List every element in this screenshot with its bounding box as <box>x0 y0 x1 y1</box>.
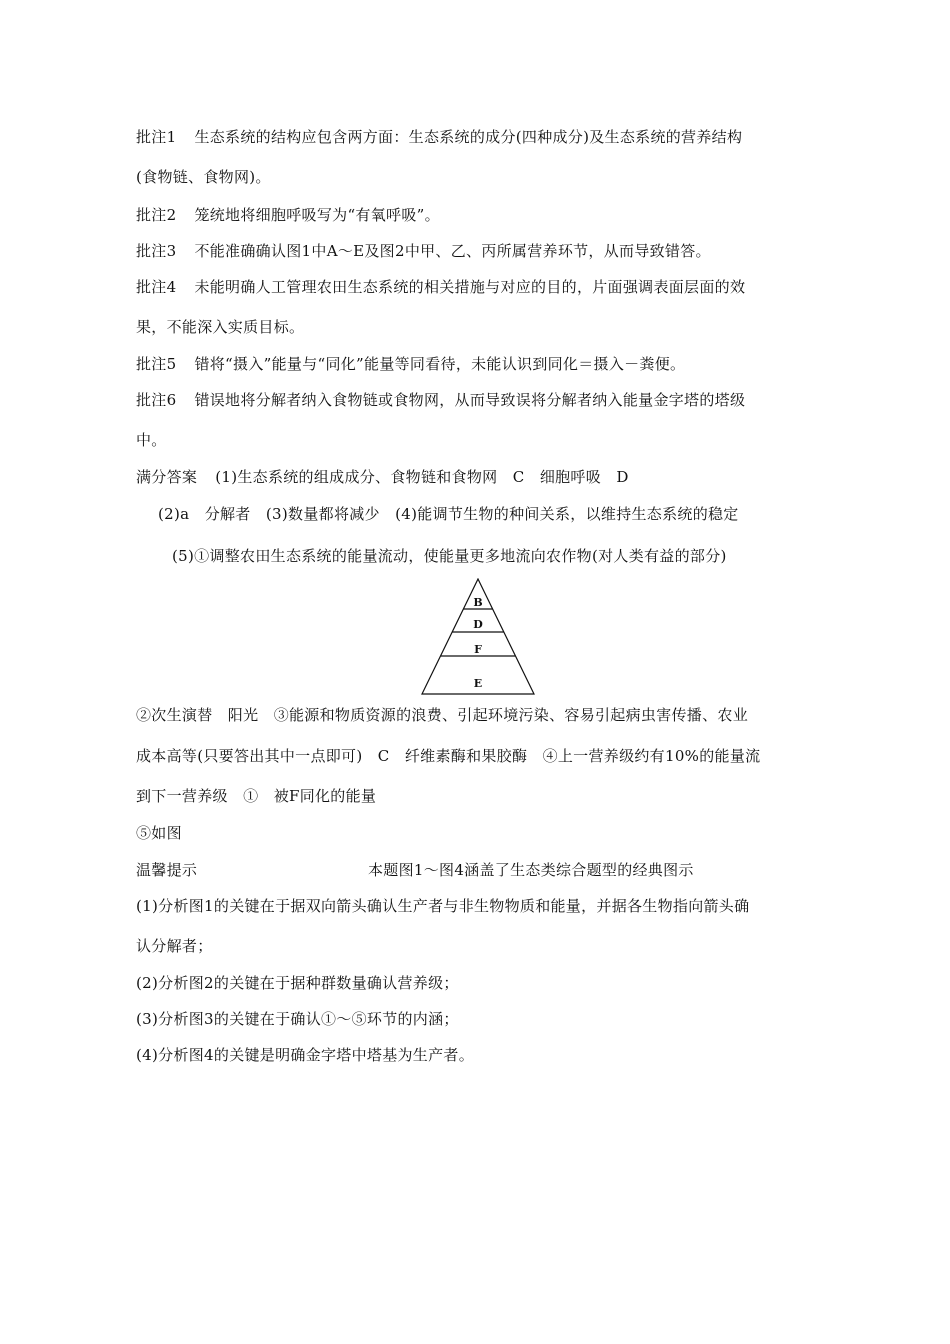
note-4-text: 未能明确人工管理农田生态系统的相关措施与对应的目的，片面强调表面层面的效 <box>194 278 746 296</box>
pyramid-level-d: D <box>473 618 483 631</box>
note-4-label: 批注4 <box>136 278 177 296</box>
note-5-label: 批注5 <box>136 355 177 373</box>
note-3-text: 不能准确确认图1中A～E及图2中甲、乙、丙所属营养环节，从而导致错答。 <box>194 242 711 260</box>
answer-line-3: (5)①调整农田生态系统的能量流动，使能量更多地流向农作物(对人类有益的部分) <box>172 547 727 565</box>
note-4-line-2: 果，不能深入实质目标。 <box>136 318 305 336</box>
tips-item-1-line-1: (1)分析图1的关键在于据双向箭头确认生产者与非生物物质和能量，并据各生物指向箭头确 <box>136 897 750 915</box>
pyramid-level-f: F <box>474 643 482 656</box>
note-2 <box>136 205 440 225</box>
tips-item-2: (2)分析图2的关键在于据种群数量确认营养级； <box>136 974 459 992</box>
energy-pyramid-diagram <box>420 578 536 696</box>
answer-line-1 <box>136 467 629 487</box>
note-6-text: 错误地将分解者纳入食物链或食物网，从而导致误将分解者纳入能量金字塔的塔级 <box>194 391 746 409</box>
tips-item-3: (3)分析图3的关键在于确认①～⑤环节的内涵； <box>136 1010 459 1028</box>
note-6-label: 批注6 <box>136 391 177 409</box>
note-3 <box>136 241 711 261</box>
answer-text-1: (1)生态系统的组成成分、食物链和食物网 C 细胞呼吸 D <box>215 468 629 486</box>
tips-item-1-line-2: 认分解者； <box>136 937 213 955</box>
answer-line-4: ②次生演替 阳光 ③能源和物质资源的浪费、引起环境污染、容易引起病虫害传播、农业 <box>136 706 749 724</box>
note-6-line-2: 中。 <box>136 431 167 449</box>
note-2-text: 笼统地将细胞呼吸写为“有氧呼吸”。 <box>194 206 440 224</box>
pyramid-level-e: E <box>473 677 483 690</box>
note-3-label: 批注3 <box>136 242 177 260</box>
note-1-label: 批注1 <box>136 128 177 146</box>
answer-line-6: 到下一营养级 ① 被F同化的能量 <box>136 787 377 805</box>
tips-item-4: (4)分析图4的关键是明确金字塔中塔基为生产者。 <box>136 1046 474 1064</box>
answer-line-2: (2)a 分解者 (3)数量都将减少 (4)能调节生物的种间关系，以维持生态系统的稳定 <box>158 505 739 523</box>
note-1-line-2: (食物链、食物网)。 <box>136 168 271 186</box>
note-4-line-1 <box>136 277 745 297</box>
note-1-text: 生态系统的结构应包含两方面：生态系统的成分(四种成分)及生态系统的营养结构 <box>194 128 743 146</box>
tips-label: 温馨提示 <box>136 861 198 879</box>
note-5 <box>136 354 685 374</box>
note-1-line-1 <box>136 127 742 147</box>
pyramid-level-b: B <box>473 596 483 609</box>
note-2-label: 批注2 <box>136 206 177 224</box>
note-5-text: 错将“摄入”能量与“同化”能量等同看待，未能认识到同化＝摄入－粪便。 <box>194 355 686 373</box>
tips-heading: 本题图1～图4涵盖了生态类综合题型的经典图示 <box>368 861 694 879</box>
note-6-line-1 <box>136 390 745 410</box>
answer-line-5: 成本高等(只要答出其中一点即可) C 纤维素酶和果胶酶 ④上一营养级约有10%的能量流 <box>136 747 761 765</box>
answer-label: 满分答案 <box>136 468 198 486</box>
answer-line-7: ⑤如图 <box>136 824 182 842</box>
